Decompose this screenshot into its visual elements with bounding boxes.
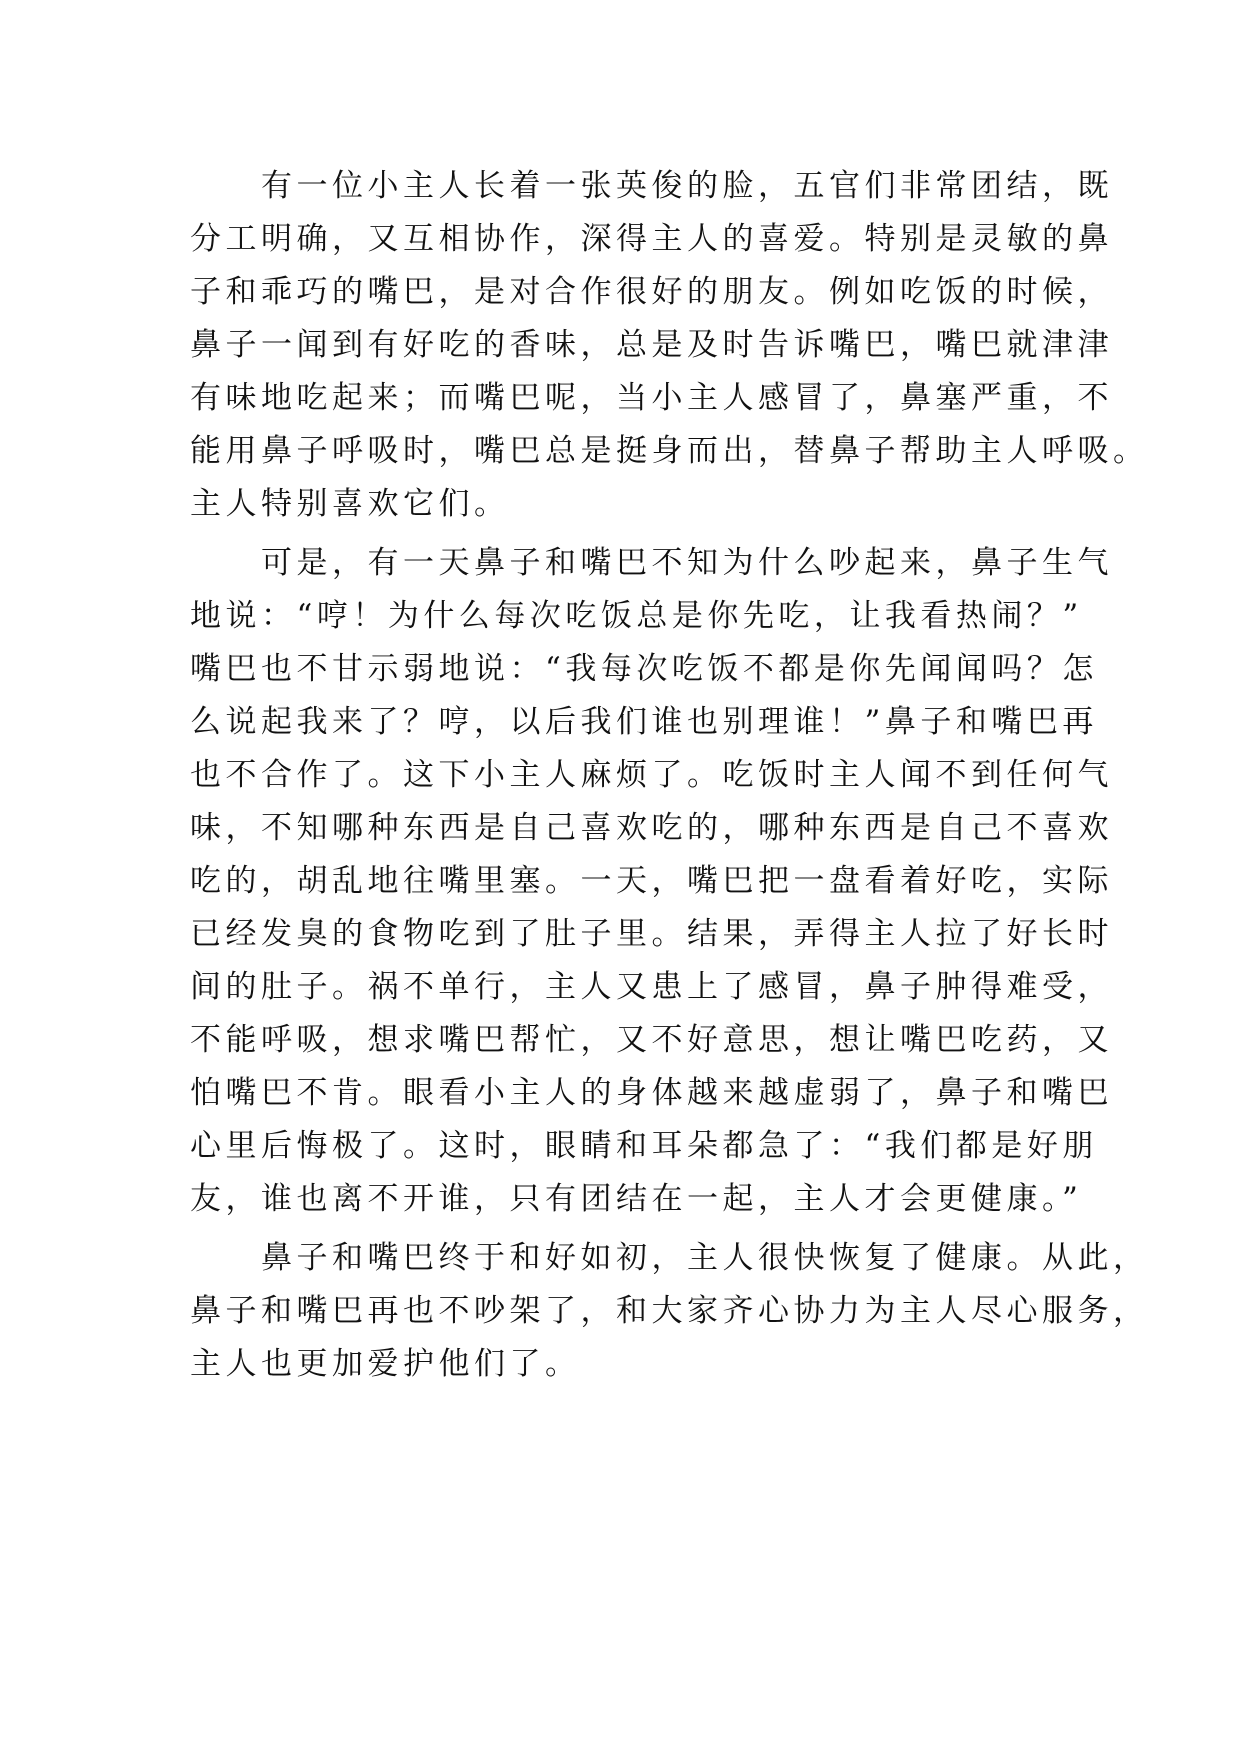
text-line: 分工明确，又互相协作，深得主人的喜爱。特别是灵敏的鼻 bbox=[190, 221, 1113, 257]
text-line: 主人特别喜欢它们。 bbox=[190, 486, 510, 522]
story-text bbox=[190, 160, 1149, 1391]
text-line: 能用鼻子呼吸时，嘴巴总是挺身而出，替鼻子帮助主人呼吸。 bbox=[190, 433, 1149, 469]
paragraph-1 bbox=[190, 160, 1149, 531]
text-line: 不能呼吸，想求嘴巴帮忙，又不好意思，想让嘴巴吃药，又 bbox=[190, 1022, 1113, 1058]
text-line: 友，谁也离不开谁，只有团结在一起，主人才会更健康。” bbox=[190, 1181, 1083, 1217]
text-line: 子和乖巧的嘴巴，是对合作很好的朋友。例如吃饭的时候， bbox=[190, 274, 1113, 310]
text-line: 间的肚子。祸不单行，主人又患上了感冒，鼻子肿得难受， bbox=[190, 969, 1113, 1005]
text-line: 可是，有一天鼻子和嘴巴不知为什么吵起来，鼻子生气 bbox=[190, 545, 1113, 581]
paragraph-3 bbox=[190, 1232, 1149, 1391]
text-line: 鼻子和嘴巴再也不吵架了，和大家齐心协力为主人尽心服务， bbox=[190, 1293, 1149, 1329]
text-line: 么说起我来了？哼，以后我们谁也别理谁！”鼻子和嘴巴再 bbox=[190, 704, 1098, 740]
text-line: 地说：“哼！为什么每次吃饭总是你先吃，让我看热闹？” bbox=[190, 598, 1083, 634]
text-line: 吃的，胡乱地往嘴里塞。一天，嘴巴把一盘看着好吃，实际 bbox=[190, 863, 1113, 899]
text-line: 有一位小主人长着一张英俊的脸，五官们非常团结，既 bbox=[190, 168, 1113, 204]
text-line: 也不合作了。这下小主人麻烦了。吃饭时主人闻不到任何气 bbox=[190, 757, 1113, 793]
text-line: 鼻子和嘴巴终于和好如初，主人很快恢复了健康。从此， bbox=[190, 1240, 1149, 1276]
text-line: 鼻子一闻到有好吃的香味，总是及时告诉嘴巴，嘴巴就津津 bbox=[190, 327, 1113, 363]
text-line: 嘴巴也不甘示弱地说：“我每次吃饭不都是你先闻闻吗？怎 bbox=[190, 651, 1098, 687]
text-line: 怕嘴巴不肯。眼看小主人的身体越来越虚弱了，鼻子和嘴巴 bbox=[190, 1075, 1113, 1111]
text-line: 主人也更加爱护他们了。 bbox=[190, 1346, 581, 1382]
text-line: 味，不知哪种东西是自己喜欢吃的，哪种东西是自己不喜欢 bbox=[190, 810, 1113, 846]
paragraph-2 bbox=[190, 537, 1113, 1226]
text-line: 有味地吃起来；而嘴巴呢，当小主人感冒了，鼻塞严重，不 bbox=[190, 380, 1113, 416]
text-line: 心里后悔极了。这时，眼睛和耳朵都急了：“我们都是好朋 bbox=[190, 1128, 1098, 1164]
text-line: 已经发臭的食物吃到了肚子里。结果，弄得主人拉了好长时 bbox=[190, 916, 1113, 952]
